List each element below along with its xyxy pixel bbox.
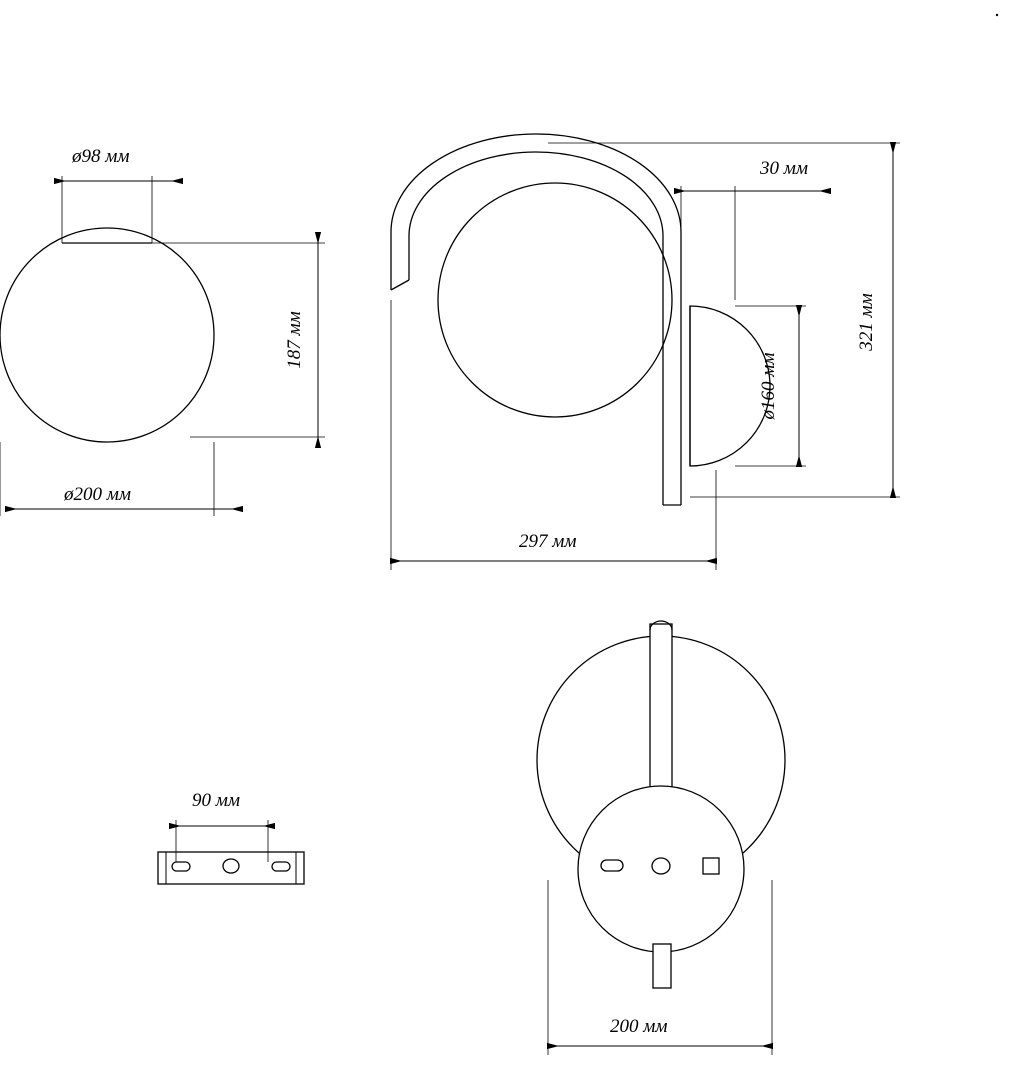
side-arm-inner: [409, 152, 663, 505]
bracket-slot-left: [172, 862, 190, 871]
side-globe-outline: [438, 183, 672, 417]
dim-label-d98: ø98 мм: [72, 146, 130, 167]
bracket-slot-right: [272, 862, 290, 871]
corner-dot: [996, 14, 998, 16]
bracket-body: [158, 852, 304, 884]
side-arm-end-cap: [391, 280, 409, 290]
side-arm-outer: [391, 134, 681, 505]
dim-label-321: 321 мм: [856, 293, 877, 351]
bracket-center-hole: [223, 859, 239, 873]
dim-label-160: ø160 мм: [758, 352, 779, 420]
dim-label-90: 90 мм: [192, 790, 241, 811]
side-view: [391, 134, 900, 570]
dim-label-200: 200 мм: [610, 1016, 668, 1037]
rear-view: [537, 621, 785, 1055]
bracket-view: [158, 820, 304, 884]
front-globe-outline: [0, 228, 214, 442]
dim-label-30: 30 мм: [760, 158, 809, 179]
dim-label-d200: ø200 мм: [64, 484, 132, 505]
dim-label-187: 187 мм: [284, 311, 305, 369]
rear-arm-stem-bottom: [653, 944, 671, 988]
dim-label-297: 297 мм: [519, 531, 577, 552]
front-view: [0, 176, 325, 516]
